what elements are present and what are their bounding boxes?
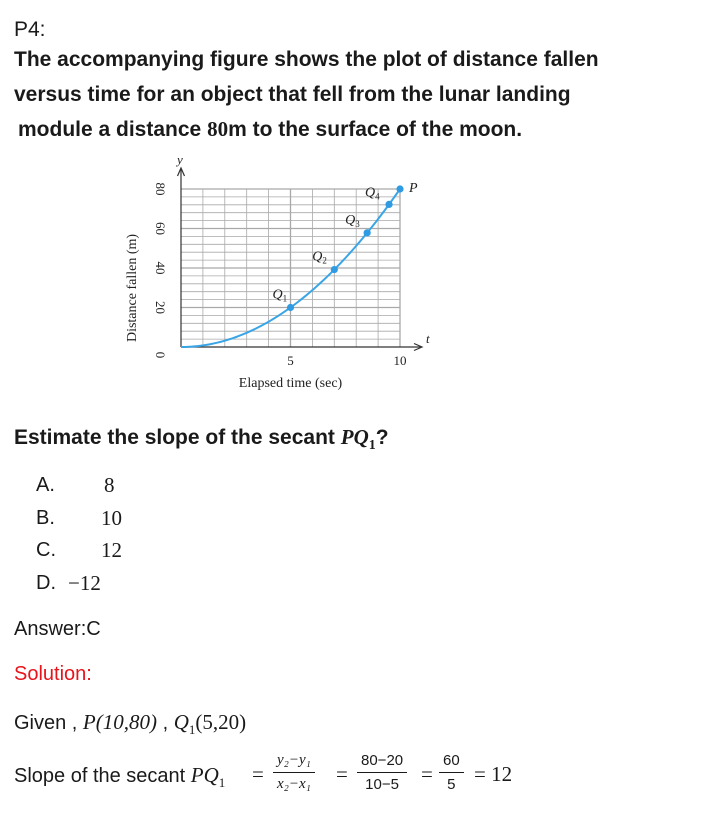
question-text: Estimate the slope of the secant [14, 426, 341, 449]
slope-result: = 12 [474, 762, 513, 786]
fraction-values-num: 80−20 [357, 752, 407, 773]
y-tick-label: 60 [153, 222, 169, 235]
fraction-simplified-den: 5 [447, 776, 456, 793]
option-c-value: 12 [101, 538, 122, 562]
point-label-sub: 2 [322, 255, 327, 266]
equals-1: = [252, 762, 264, 786]
point-q3 [364, 229, 371, 236]
y-axis-title: Distance fallen (m) [125, 233, 141, 343]
option-a-letter: A. [36, 474, 55, 496]
fraction-simplified-num: 60 [439, 752, 464, 773]
y-tick-label: 80 [153, 182, 169, 196]
question-sub: 1 [368, 438, 376, 454]
solution-heading: Solution: [14, 663, 92, 685]
x-tick-label: 10 [393, 353, 407, 368]
x-axis-name: t [426, 331, 430, 346]
given-q: Q [173, 710, 189, 734]
point-q2 [331, 266, 338, 273]
option-b-value: 10 [101, 506, 122, 530]
question-var: PQ [340, 425, 369, 449]
answer [14, 618, 101, 641]
fraction-formula-num: y₂−y₁ [273, 752, 315, 773]
question [14, 425, 389, 454]
option-c-letter: C. [36, 539, 56, 561]
fraction-formula-den: x₂−x₁ [277, 776, 311, 792]
option-d-value: −12 [68, 571, 101, 595]
problem-id: P4: [14, 18, 46, 41]
given-q-coords: (5,20) [195, 710, 247, 734]
point-q4 [385, 201, 392, 208]
slope-label-line [14, 763, 225, 791]
statement-line-3-post: m to the surface of the moon. [228, 118, 523, 141]
given-q-sub: 1 [188, 722, 196, 737]
fraction-values [357, 752, 407, 793]
x-tick-label: 5 [287, 353, 294, 368]
slope-sub: 1 [218, 775, 226, 790]
question-end: ? [375, 426, 389, 449]
point-label-q2: $Q_2$ [312, 249, 327, 266]
point-q1 [287, 304, 294, 311]
answer-label: Answer: [14, 618, 87, 640]
answer-value: C [86, 618, 101, 640]
y-tick-label: 0 [153, 351, 169, 359]
statement-distance: 80 [207, 117, 229, 141]
statement-line-2: versus time for an object that fell from the lunar landing [14, 83, 571, 106]
option-a-value: 8 [104, 473, 115, 497]
y-tick-label: 40 [153, 261, 169, 275]
point-label-q4: $Q_4$ [365, 185, 380, 202]
y-axis-name: y [177, 152, 183, 167]
point-label-q1: $Q_1$ [272, 287, 288, 304]
equals-2: = [336, 762, 348, 786]
slope-label: Slope of the secant [14, 765, 186, 787]
given-sep: , [162, 712, 169, 734]
given-p: P(10,80) [82, 710, 157, 734]
point-p [396, 185, 403, 192]
statement-line-1: The accompanying figure shows the plot of distance fallen [14, 48, 599, 71]
given-label: Given , [14, 712, 78, 734]
fraction-simplified [439, 752, 464, 793]
point-label-sub: 4 [375, 191, 380, 202]
equals-3: = [421, 762, 433, 786]
option-b-letter: B. [36, 507, 55, 529]
point-label-sub: 3 [355, 218, 360, 229]
fraction-formula [273, 752, 315, 793]
point-label-q3: $Q_3$ [345, 212, 360, 229]
point-label-p: P [409, 181, 418, 196]
option-d-letter: D. [36, 572, 56, 594]
given-line [14, 710, 246, 738]
y-tick-label: 20 [153, 301, 169, 314]
fraction-values-den: 10−5 [365, 776, 399, 793]
point-label-sub: 1 [282, 293, 288, 304]
statement-line-3-pre: module a distance [18, 118, 208, 141]
x-axis-title: Elapsed time (sec) [238, 376, 343, 391]
slope-var: PQ [190, 763, 219, 787]
